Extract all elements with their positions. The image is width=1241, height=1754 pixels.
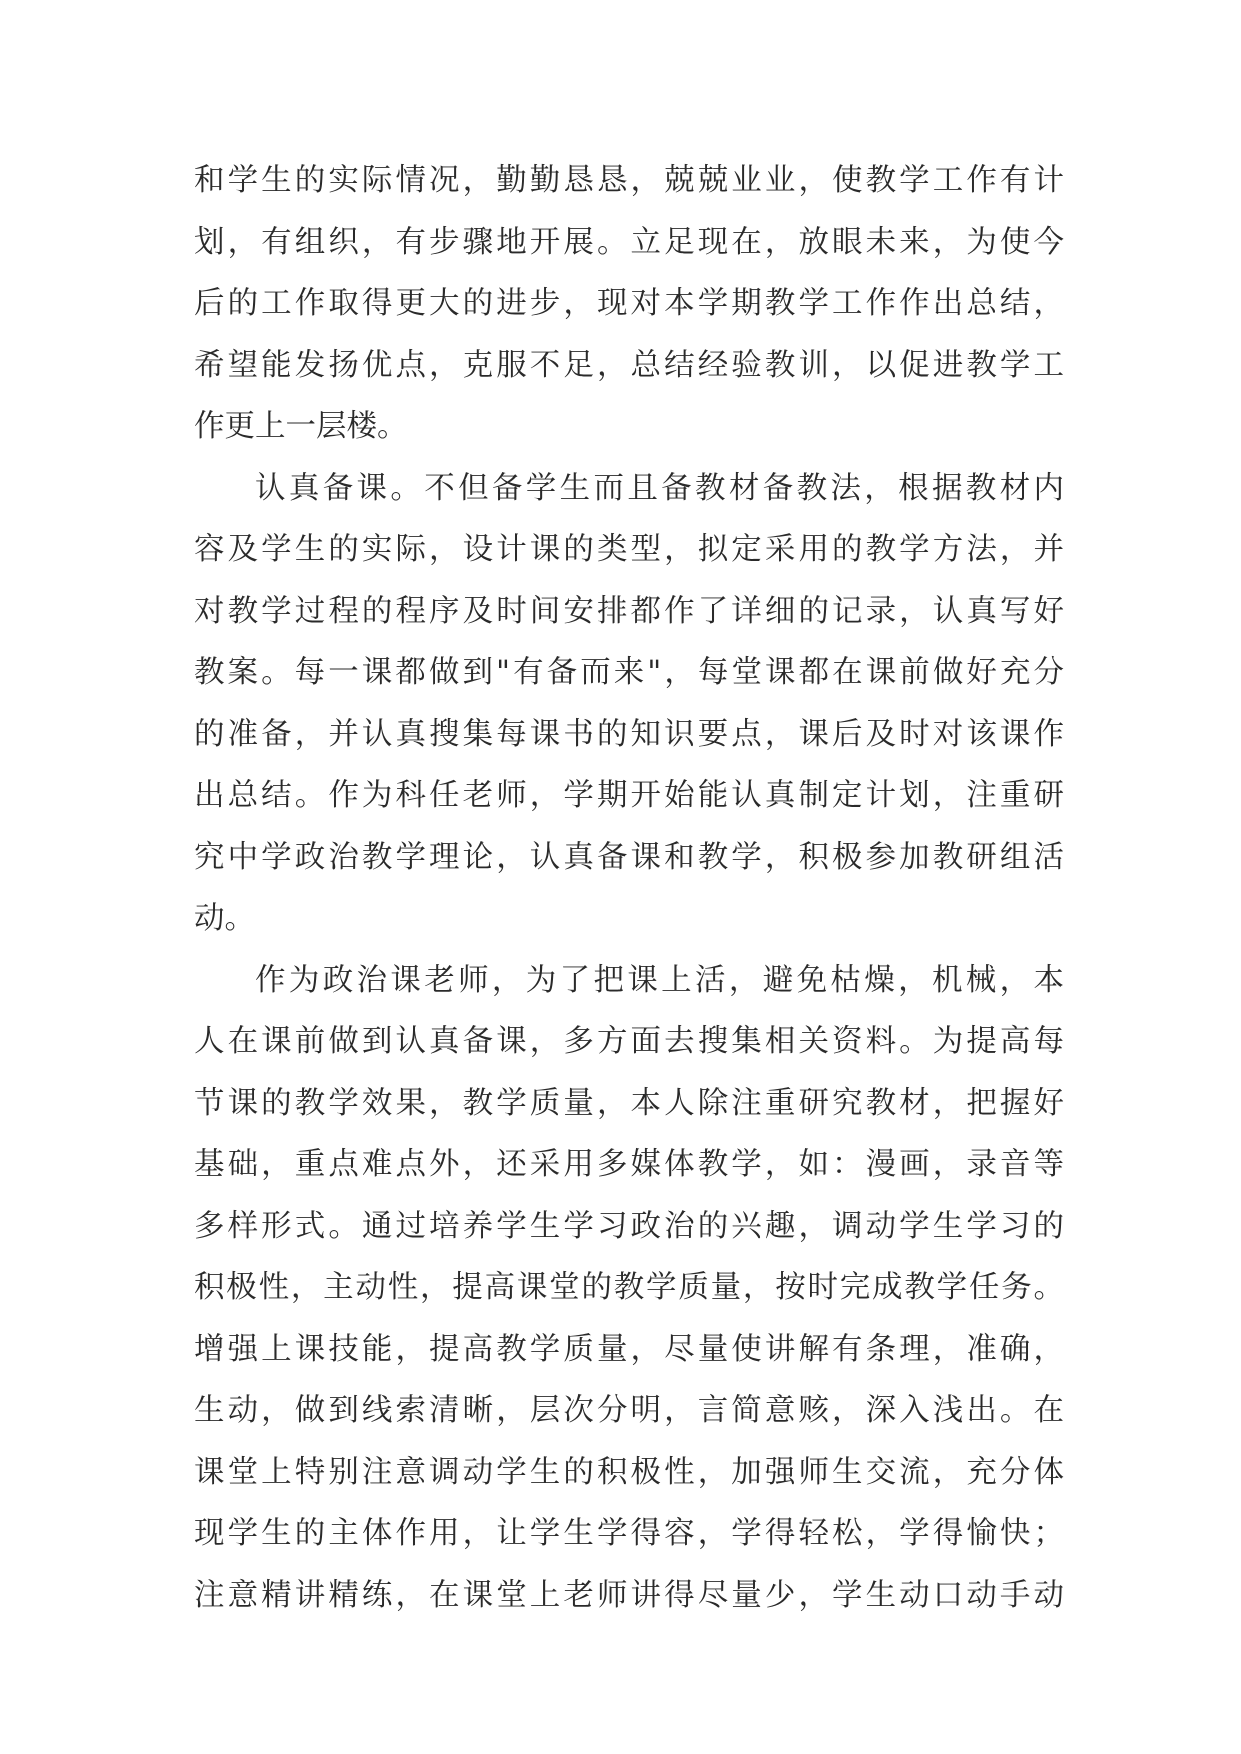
text-line: 和学生的实际情况，勤勤恳恳，兢兢业业，使教学工作有计 (194, 163, 1064, 198)
text-line: 作为政治课老师，为了把课上活，避免枯燥，机械，本 (255, 962, 1064, 998)
text-line: 出总结。作为科任老师，学期开始能认真制定计划，注重研 (194, 778, 1064, 813)
text-line: 希望能发扬优点，克服不足，总结经验教训，以促进教学工 (194, 347, 1064, 383)
text-line: 人在课前做到认真备课，多方面去搜集相关资料。为提高每 (194, 1024, 1064, 1059)
text-line: 多样形式。通过培养学生学习政治的兴趣，调动学生学习的 (194, 1208, 1064, 1244)
text-line: 认真备课。不但备学生而且备教材备教法，根据教材内 (255, 470, 1064, 506)
text-line: 究中学政治教学理论，认真备课和教学，积极参加教研组活 (194, 839, 1064, 875)
text-line: 教案。每一课都做到"有备而来"，每堂课都在课前做好充分 (194, 655, 1064, 690)
text-line: 注意精讲精练，在课堂上老师讲得尽量少，学生动口动手动 (194, 1577, 1064, 1613)
text-line: 的准备，并认真搜集每课书的知识要点，课后及时对该课作 (194, 716, 1064, 752)
document-body (194, 150, 1064, 1626)
text-line: 动。 (194, 901, 255, 936)
text-line: 增强上课技能，提高教学质量，尽量使讲解有条理，准确， (194, 1331, 1064, 1367)
text-line: 节课的教学效果，教学质量，本人除注重研究教材，把握好 (194, 1085, 1064, 1121)
text-line: 作更上一层楼。 (194, 409, 408, 444)
text-line: 划，有组织，有步骤地开展。立足现在，放眼未来，为使今 (194, 224, 1064, 260)
text-line: 对教学过程的程序及时间安排都作了详细的记录，认真写好 (194, 593, 1064, 629)
text-line: 现学生的主体作用，让学生学得容，学得轻松，学得愉快； (194, 1516, 1064, 1551)
text-line: 容及学生的实际，设计课的类型，拟定采用的教学方法，并 (194, 532, 1064, 567)
text-line: 后的工作取得更大的进步，现对本学期教学工作作出总结， (194, 286, 1064, 321)
paragraph-3 (194, 950, 1064, 1627)
text-line: 积极性，主动性，提高课堂的教学质量，按时完成教学任务。 (194, 1270, 1064, 1305)
text-line: 生动，做到线索清晰，层次分明，言简意赅，深入浅出。在 (194, 1393, 1064, 1428)
text-line: 基础，重点难点外，还采用多媒体教学，如：漫画，录音等 (194, 1147, 1064, 1182)
paragraph-1 (194, 150, 1064, 458)
paragraph-2 (194, 458, 1064, 950)
text-line: 课堂上特别注意调动学生的积极性，加强师生交流，充分体 (194, 1454, 1064, 1490)
